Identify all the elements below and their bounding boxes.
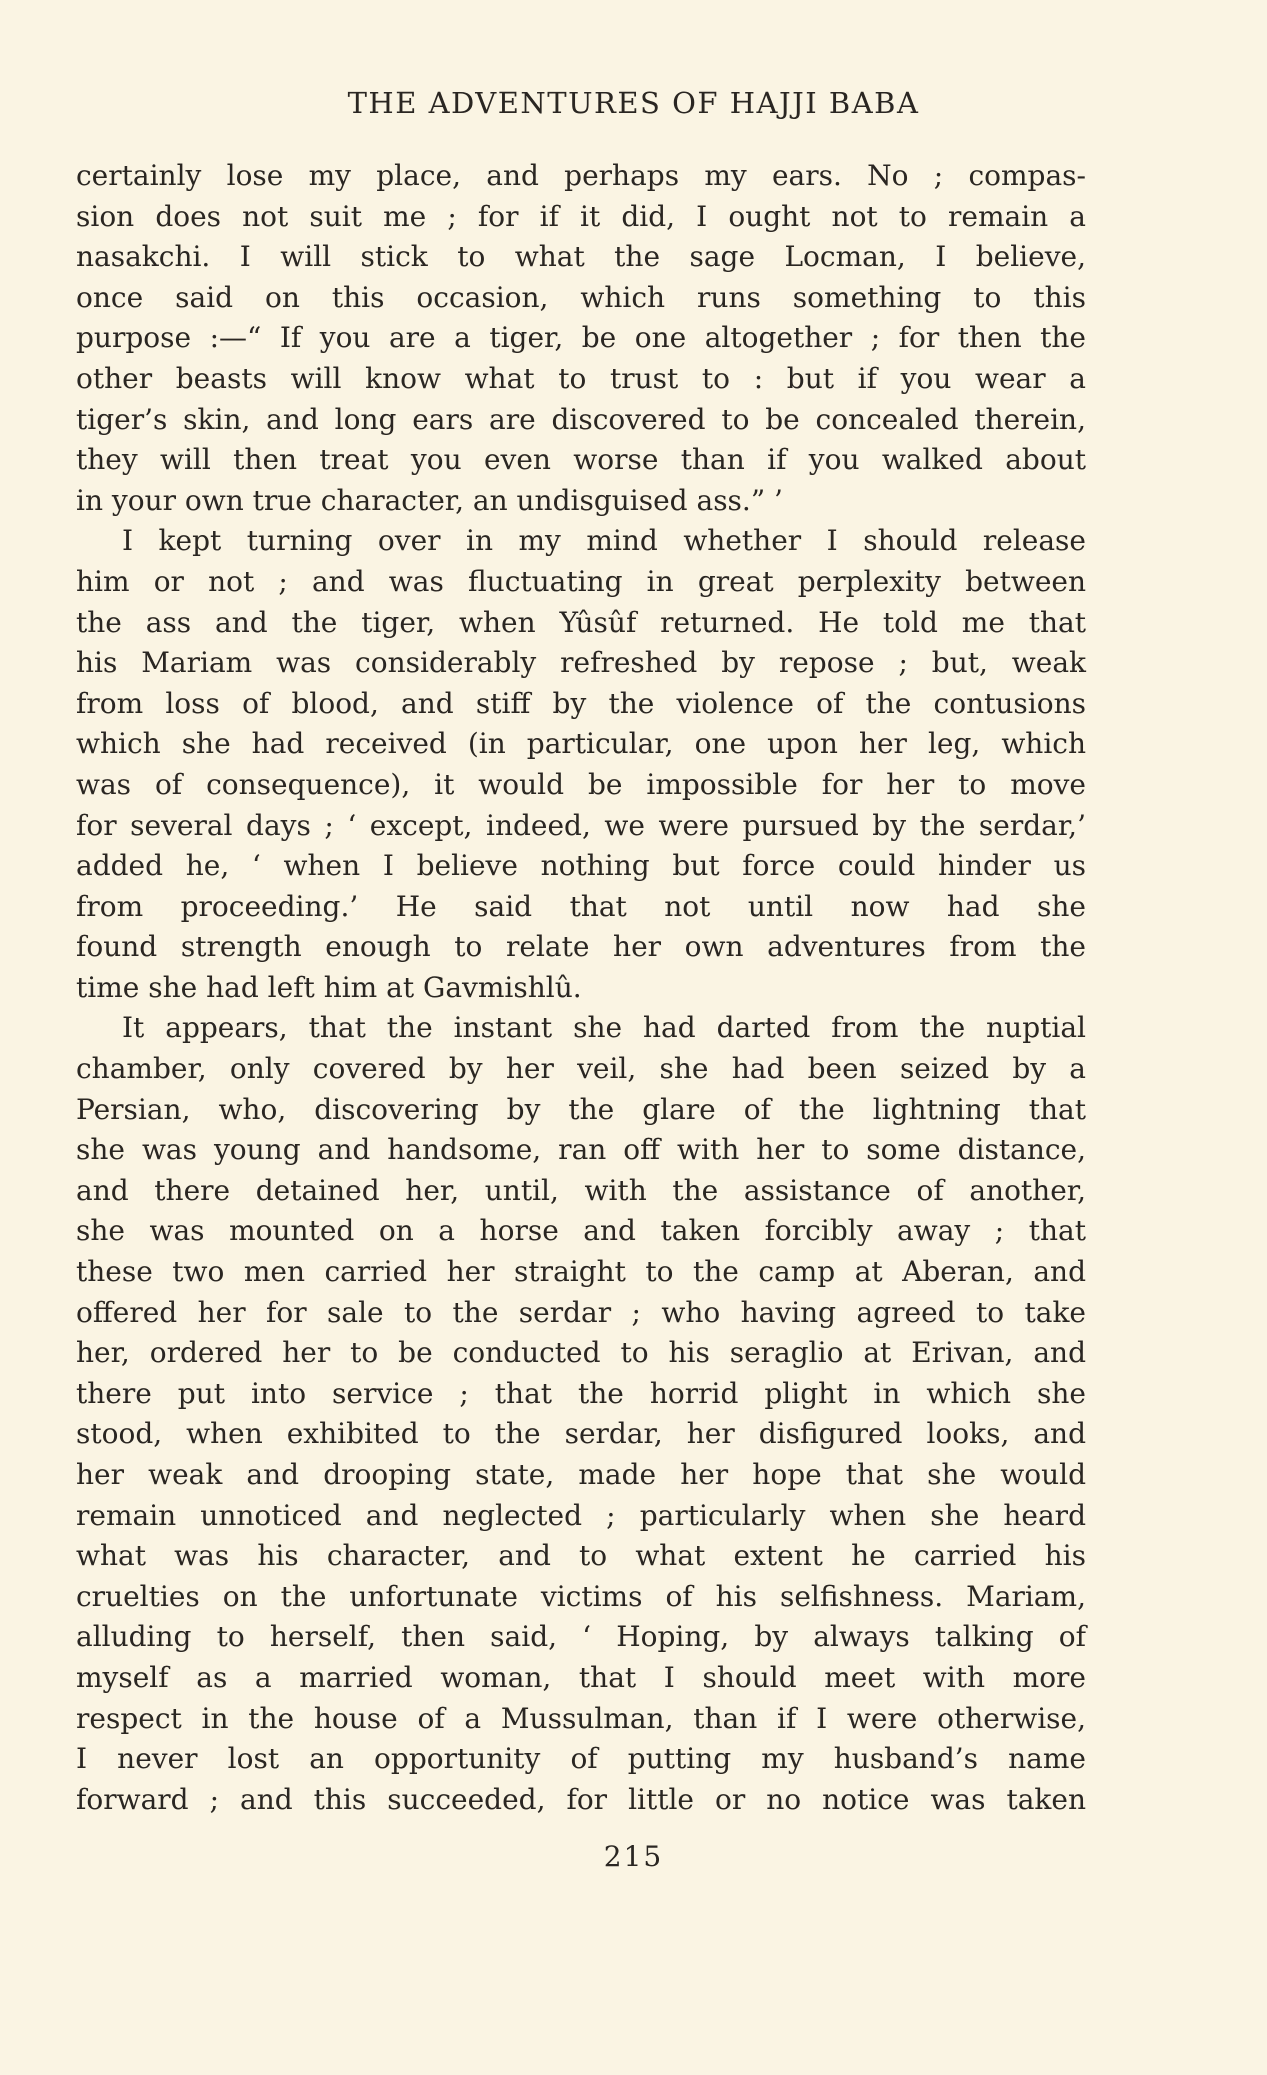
text-line: his Mariam was considerably refreshed by repose ; but, weak [76, 646, 1086, 680]
text-line: other beasts will know what to trust to : but if you wear a [76, 361, 1086, 395]
text-line: Persian, who, discovering by the glare of the lightning that [76, 1092, 1086, 1126]
text-line: which she had received (in particular, one upon her leg, which [76, 727, 1086, 761]
paragraph-start-line: I kept turning over in my mind whether I should release [122, 524, 1086, 558]
text-line: was of consequence), it would be impossible for her to move [76, 767, 1086, 801]
text-line: her, ordered her to be conducted to his seraglio at Erivan, and [76, 1336, 1086, 1370]
text-line: alluding to herself, then said, ‘ Hoping, by always talking of [76, 1620, 1086, 1654]
text-line: stood, when exhibited to the serdar, her disfigured looks, and [76, 1417, 1086, 1451]
text-line: and there detained her, until, with the assistance of another, [76, 1173, 1086, 1207]
text-line: I never lost an opportunity of putting my husband’s name [76, 1742, 1086, 1776]
text-line: these two men carried her straight to the camp at Aberan, and [76, 1255, 1086, 1289]
text-line: sion does not suit me ; for if it did, I ought not to remain a [76, 199, 1086, 233]
text-line: him or not ; and was fluctuating in great perplexity between [76, 564, 1086, 598]
text-line: forward ; and this succeeded, for little or no notice was taken [76, 1782, 1086, 1816]
text-line: for several days ; ‘ except, indeed, we were pursued by the serdar,’ [76, 808, 1086, 842]
text-line: certainly lose my place, and perhaps my ears. No ; compas- [76, 159, 1086, 192]
text-line: offered her for sale to the serdar ; who having agreed to take [76, 1295, 1086, 1329]
text-line: cruelties on the unfortunate victims of his selfishness. Mariam, [76, 1579, 1086, 1613]
text-line: remain unnoticed and neglected ; particularly when she heard [76, 1498, 1086, 1532]
text-line: from loss of blood, and stiff by the violence of the contusions [76, 686, 1086, 720]
text-line: myself as a married woman, that I should meet with more [76, 1660, 1086, 1694]
text-line: purpose :—“ If you are a tiger, be one altogether ; for then the [76, 321, 1086, 355]
page-number: 215 [603, 1840, 664, 1873]
body-text [76, 156, 1086, 1820]
text-line: from proceeding.’ He said that not until now had she [76, 889, 1086, 923]
text-line: what was his character, and to what extent he carried his [76, 1539, 1086, 1573]
text-line: nasakchi. I will stick to what the sage Locman, I believe, [76, 240, 1086, 274]
text-line: in your own true character, an undisguised ass.” ’ [76, 483, 783, 517]
text-line: they will then treat you even worse than if you walked about [76, 443, 1086, 477]
text-line: there put into service ; that the horrid plight in which she [76, 1376, 1086, 1410]
text-line: her weak and drooping state, made her hope that she would [76, 1458, 1086, 1491]
running-head: THE ADVENTURES OF HAJJI BABA [347, 86, 920, 120]
text-line: she was mounted on a horse and taken forcibly away ; that [76, 1214, 1086, 1248]
text-line: she was young and handsome, ran off with her to some distance, [76, 1133, 1086, 1167]
text-line: tiger’s skin, and long ears are discovered to be concealed therein, [76, 402, 1086, 436]
text-line: time she had left him at Gavmishlû. [76, 970, 582, 1004]
text-line: the ass and the tiger, when Yûsûf returned. He told me that [76, 605, 1086, 639]
text-line: chamber, only covered by her veil, she had been seized by a [76, 1052, 1086, 1086]
paragraph-start-line: It appears, that the instant she had darted from the nuptial [122, 1011, 1086, 1045]
text-line: added he, ‘ when I believe nothing but force could hinder us [76, 849, 1086, 883]
text-line: found strength enough to relate her own adventures from the [76, 930, 1086, 964]
text-line: respect in the house of a Mussulman, than if I were otherwise, [76, 1701, 1086, 1735]
text-line: once said on this occasion, which runs something to this [76, 280, 1086, 314]
